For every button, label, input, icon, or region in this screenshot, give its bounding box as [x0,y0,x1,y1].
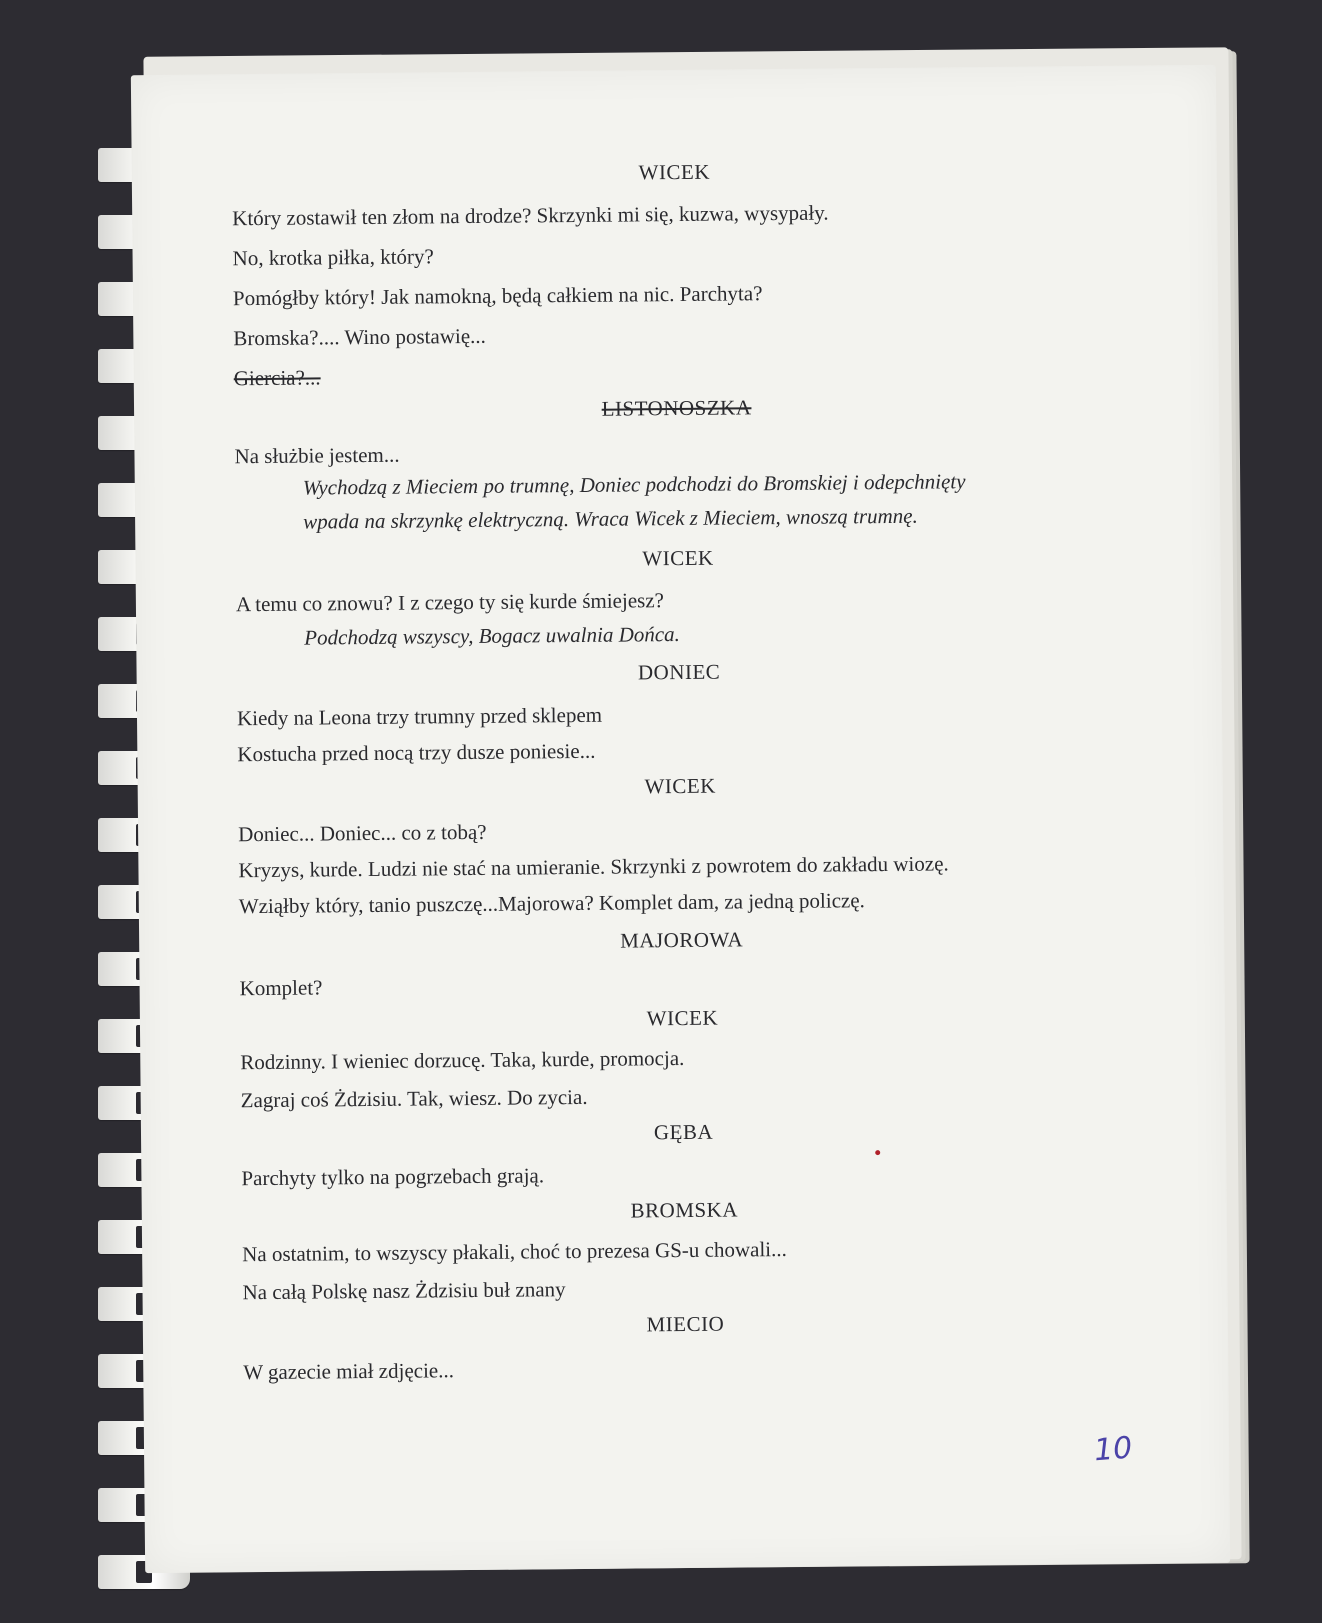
stage-direction: wpada na skrzynkę elektryczną. Wraca Wicek z Mieciem, wnoszą trumnę. [303,503,918,534]
dialogue-line: Na ostatnim, to wszyscy płakali, choć to prezesa GS-u chowali... [242,1236,787,1267]
script-text [131,65,1230,1573]
handwritten-page-number: 10 [1092,1430,1134,1469]
dialogue-line: Kryzys, kurde. Ludzi nie stać na umieranie. Skrzynki z powrotem do zakładu wiozę. [238,851,949,883]
dialogue-line: Kiedy na Leona trzy trumny przed sklepem [236,702,603,731]
speaker-name: LISTONOSZKA [601,395,752,421]
dialogue-line: No, krotka piłka, który? [232,244,434,271]
dialogue-line: Doniec... Doniec... co z tobą? [238,819,487,847]
dialogue-line: A temu co znowu? I z czego ty się kurde śmiejesz? [235,588,665,617]
dialogue-line: Wziąłby który, tanio puszczę...Majorowa? Komplet dam, za jedną policzę. [238,888,865,919]
speaker-name: MAJOROWA [620,927,744,953]
stage-direction: Wychodzą z Mieciem po trumnę, Doniec podchodzi do Bromskiej i odepchnięty [302,469,966,500]
speaker-name: BROMSKA [630,1197,739,1223]
dialogue-line-struck: Giercia?... [233,365,321,391]
speaker-name: GĘBA [653,1119,714,1145]
dialogue-line: Na całą Polskę nasz Żdzisiu buł znany [242,1277,566,1305]
dialogue-line: Kostucha przed nocą trzy dusze poniesie... [237,738,596,767]
dialogue-line: Który zostawił ten złom na drodze? Skrzynki mi się, kuzwa, wysypały. [232,200,829,231]
speaker-name: WICEK [644,773,716,799]
dialogue-line: Zagraj coś Żdzisiu. Tak, wiesz. Do zycia. [240,1084,588,1113]
ink-spot [875,1150,880,1155]
dialogue-line: Parchyty tylko na pogrzebach grają. [241,1163,545,1191]
dialogue-line: Rodzinny. I wieniec dorzucę. Taka, kurde, promocja. [240,1045,685,1075]
dialogue-line: W gazecie miał zdjęcie... [243,1358,455,1385]
speaker-name: MIECIO [646,1311,725,1337]
script-page [131,65,1230,1573]
speaker-name: DONIEC [637,659,721,685]
dialogue-line: Na służbie jestem... [234,442,400,469]
dialogue-line: Pomógłby który! Jak namokną, będą całkiem na nic. Parchyta? [232,281,763,311]
dialogue-line: Bromska?.... Wino postawię... [233,323,486,351]
speaker-name: WICEK [646,1005,719,1031]
dialogue-line: Komplet? [239,975,323,1001]
speaker-name: WICEK [642,545,714,571]
stage-direction: Podchodzą wszyscy, Bogacz uwalnia Dońca. [304,621,680,650]
speaker-name: WICEK [638,159,711,185]
